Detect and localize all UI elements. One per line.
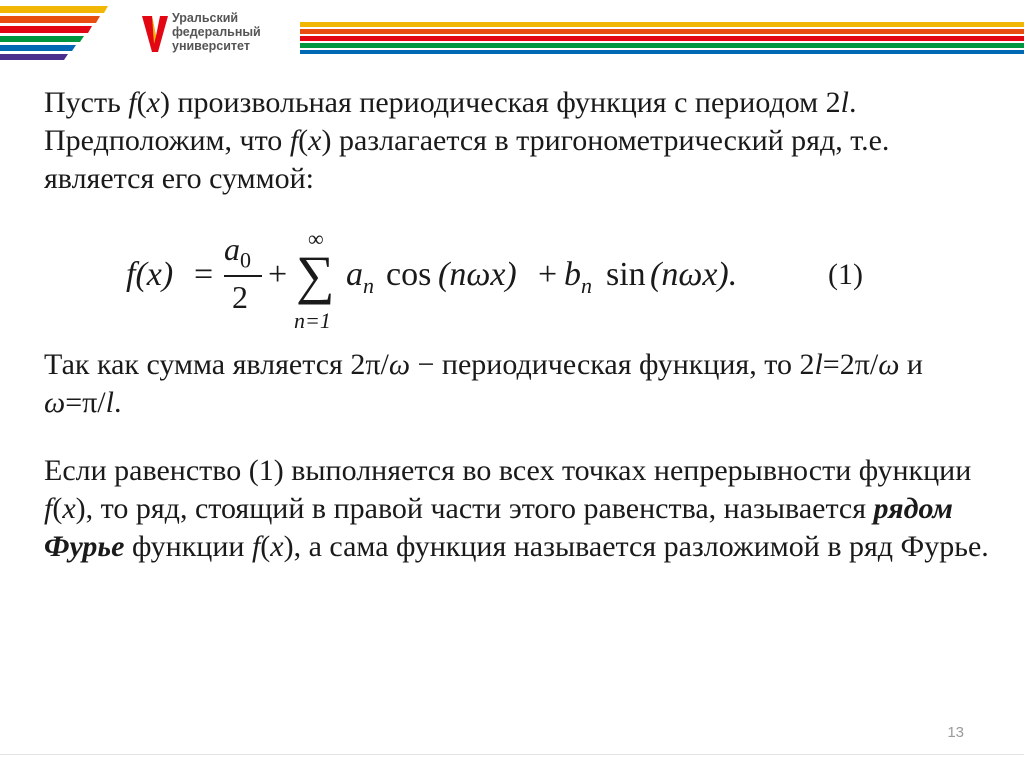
- math-l: l: [840, 86, 849, 119]
- formula-fraction-numerator: [224, 232, 251, 277]
- math-x: x: [270, 530, 284, 563]
- text-run: (: [136, 86, 147, 119]
- sum-sigma: ∑: [296, 245, 335, 305]
- text-run: − периодическая функция, то 2: [410, 348, 815, 381]
- sin-argument: (nωx).: [650, 256, 738, 293]
- math-f: f: [289, 124, 299, 157]
- text-run: Если равенство (1) выполняется во всех точках непрерывности функции: [44, 454, 972, 487]
- paragraph-period: [44, 346, 1004, 422]
- text-run: =2π/: [822, 348, 879, 381]
- math-l: l: [105, 386, 114, 419]
- subscript-zero: 0: [240, 247, 251, 273]
- sum-lower-limit: n=1: [294, 308, 331, 333]
- logo-line-3: университет: [172, 39, 250, 53]
- text-run: ), то ряд, стоящий в правой части этого равенства, называется: [75, 492, 874, 525]
- math-f: f: [44, 492, 53, 525]
- formula-equals: =: [194, 256, 214, 293]
- text-run: (: [260, 530, 271, 563]
- math-omega: ω: [388, 348, 410, 381]
- text-run: функции: [124, 530, 252, 563]
- paragraph-intro: [44, 84, 1004, 198]
- b-symbol: b: [564, 256, 581, 293]
- equation-number: (1): [828, 258, 863, 291]
- a-symbol: a: [224, 231, 240, 267]
- cos-function: cos: [386, 256, 432, 293]
- sin-function: sin: [606, 256, 646, 293]
- math-f: f: [128, 86, 137, 119]
- text-run: Пусть: [44, 86, 129, 119]
- text-run: и: [899, 348, 923, 381]
- coefficient-b-n: [564, 258, 592, 303]
- sum-upper-limit: ∞: [308, 226, 324, 251]
- math-omega: ω: [44, 386, 66, 419]
- math-f: f: [251, 530, 261, 563]
- subscript-n: n: [363, 272, 374, 298]
- right-stripes-decoration: [300, 22, 1024, 54]
- formula-fraction-denominator: 2: [232, 279, 248, 315]
- university-logo-icon: [140, 14, 170, 54]
- logo-line-1: Уральский: [172, 11, 239, 25]
- paragraph-definition: [44, 452, 1004, 566]
- text-run: .: [113, 386, 122, 419]
- term-fourier-series: рядом Фурье: [44, 492, 953, 563]
- coefficient-a-n: [346, 258, 374, 303]
- a-symbol: a: [346, 256, 363, 293]
- formula-lhs: f(x): [126, 256, 174, 293]
- subscript-n: n: [581, 272, 592, 298]
- math-x: x: [146, 86, 160, 119]
- text-run: ) разлагается в тригонометрический ряд, т.е. является его суммой:: [44, 124, 890, 195]
- text-run: ), а сама функция называется разложимой в ряд Фурье.: [283, 530, 989, 563]
- text-run: =π/: [65, 386, 106, 419]
- logo-line-2: федеральный: [172, 25, 261, 39]
- math-x: x: [308, 124, 322, 157]
- math-l: l: [814, 348, 823, 381]
- text-run: ) произвольная периодическая функция с периодом 2: [159, 86, 841, 119]
- math-x: x: [62, 492, 76, 525]
- university-logo-text: [172, 11, 261, 53]
- formula-plus: +: [268, 256, 288, 293]
- text-run: (: [298, 124, 309, 157]
- cos-argument: (nωx): [438, 256, 517, 293]
- math-omega: ω: [878, 348, 900, 381]
- slide-page-number: 13: [947, 724, 964, 741]
- text-run: (: [52, 492, 63, 525]
- text-run: . Предположим, что: [44, 86, 857, 157]
- footer-divider: [0, 754, 1024, 755]
- formula-plus-2: +: [538, 256, 558, 293]
- fourier-series-formula: [120, 222, 880, 333]
- fraction-bar: [224, 275, 262, 277]
- left-stripes-decoration: [0, 6, 108, 60]
- text-run: Так как сумма является 2π/: [44, 348, 389, 381]
